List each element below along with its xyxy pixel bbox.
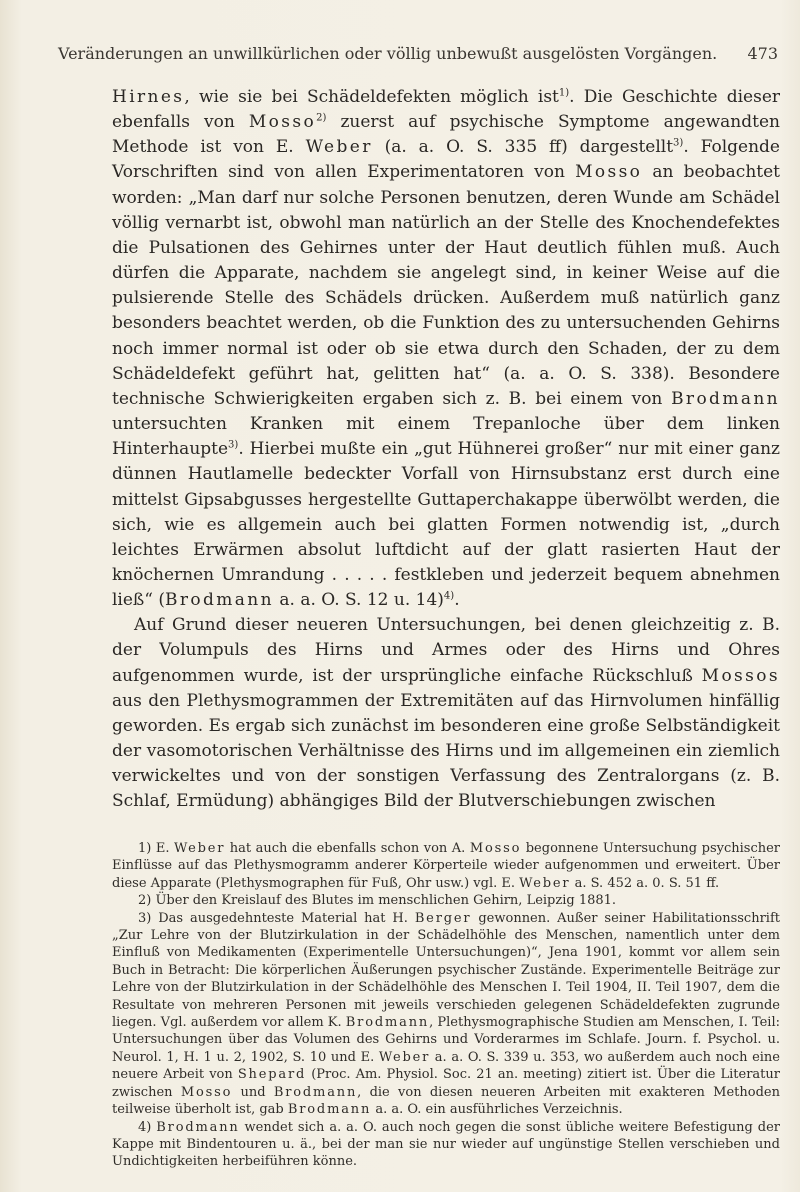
spaced-name: Mosso [248, 112, 317, 133]
text-run: (Proc. Am. Physiol. Soc. 21 an. meeting) zitiert ist. Über die Literatur zwischen [112, 1067, 780, 1100]
text-run: , wie sie bei Schädeldefekten möglich ist [184, 87, 559, 107]
spaced-name: Weber [519, 875, 571, 891]
spaced-name: Berger [414, 910, 472, 926]
text-run: hat auch die ebenfalls schon von A. [225, 841, 470, 856]
spaced-name: Weber [173, 841, 226, 856]
spaced-name: Brodmann [671, 388, 780, 409]
running-title: Veränderungen an unwillkürlichen oder völlig unbewußt ausgelösten Vorgängen. [58, 44, 718, 63]
footnote-marker: 2) [316, 112, 327, 124]
footnote-marker: 3) [673, 137, 684, 149]
paragraph-2 [112, 613, 780, 814]
spaced-name: Brodmann [165, 590, 274, 611]
text-run: (a. a. O. S. 335 ff) dargestellt [372, 137, 674, 158]
paragraph-1 [112, 85, 780, 613]
spaced-name: Weber [305, 137, 373, 158]
footnote-1 [112, 840, 780, 892]
footnote-2 [112, 892, 780, 909]
footnote-marker: 3) [228, 439, 239, 451]
main-text [112, 85, 780, 815]
text-run: . Hierbei mußte ein „gut Hühnerei großer“ nur mit einer ganz dünnen Hautlamelle bedeckter Vorfall von Hirnsubstanz erst durch eine mittelst Gipsabgusses hergestellte Guttaperchakappe überwölbt werden, die sich, wie es allgemein auch bei glatten Formen notwendig ist, „durch leichtes Erwärmen absolut luftdicht auf der glatt rasierten Haut der knöchernen Umrandung . . . . . festkleben und jederzeit bequem abnehmen ließ“ ( [112, 439, 780, 611]
footnote-marker: 1) [558, 87, 570, 99]
text-run: und [232, 1084, 274, 1100]
text-run: gewonnen. Außer seiner Habilitationsschrift „Zur Lehre von der Blutzirkulation in der Schädelhöhle des Menschen, namentlich unter dem Einfluß von Medikamenten (Experimentelle Untersuchungen)“, Jena 1901, kommt vor allem sein Buch in Betracht: Die körperlichen Äußerungen psychischer Zustände. Experimentelle Beiträge zur Lehre von der Blutzirkulation in der Schädelhöhle des Menschen I. Teil 1904, II. Teil 1907, dem die Resultate von mehreren Personen mit jeweils verschieden gelegenen Schädeldefekten zugrunde liegen. Vgl. außerdem vor allem K. [112, 910, 780, 1031]
text-run: , Plethysmographische Studien am Menschen, I. Teil: Untersuchungen über das Volumen des Gehirns und Vorderarmes im Schlafe. Journ. f. Psychol. u. Neurol. 1, H. 1 u. 2, 1902, S. 10 und E. [112, 1015, 780, 1065]
spaced-name: Brodmann [287, 1102, 372, 1118]
text-run: an beobachtet worden: „Man darf nur solche Personen benutzen, deren Wunde am Schädel völlig vernarbt ist, obwohl man natürlich an der Stelle des Knochendefektes die Pulsationen des Gehirnes unter der Haut deutlich fühlen muß. Auch dürfen die Apparate, nachdem sie angelegt sind, in keiner Weise auf die pulsierende Stelle des Schädels drücken. Außerdem muß natürlich ganz besonders beachtet werden, ob die Funktion des zu untersuchenden Gehirns noch immer normal ist oder ob sie etwa durch den Schaden, der zu dem Schädeldefekt geführt hat, gelitten hat“ (a. a. O. S. 338). Besondere technische Schwierigkeiten ergaben sich z. B. bei einem von [112, 162, 781, 409]
text-run: a. S. 452 a. 0. S. 51 ff. [570, 875, 720, 891]
text-run: a. a. O. ein ausführliches Verzeichnis. [371, 1102, 623, 1118]
page-header [58, 44, 778, 63]
text-run: 3) Das ausgedehnteste Material hat H. [138, 910, 415, 926]
spaced-name: Brodmann [156, 1119, 240, 1135]
text-run: 4) [138, 1119, 157, 1135]
footnote-3 [112, 910, 780, 1119]
spaced-name: Brodmann [345, 1015, 430, 1031]
text-run: a. a. O. S. 12 u. 14) [273, 590, 444, 611]
text-run: . [454, 590, 460, 611]
text-run: . Folgende Vorschriften sind von allen Experimentatoren von [112, 137, 780, 183]
text-run: wendet sich a. a. O. auch noch gegen die sonst übliche weitere Befestigung der Kappe mit Bindentouren u. ä., bei der man sie nur wieder auf ungünstige Stellen verschieben und Undichtigkeiten herbeiführen könne. [112, 1119, 780, 1170]
page-number: 473 [747, 44, 778, 63]
spaced-name: Mosso [575, 162, 643, 183]
text-run: . Die Geschichte dieser ebenfalls von [112, 87, 781, 133]
spaced-name: Mosso [180, 1084, 233, 1100]
text-run: begonnene Untersuchung psychischer Einflüsse auf das Plethysmogramm anderer Körperteile wieder aufgenommen und erweitert. Über diese Apparate (Plethysmographen für Fuß, Ohr usw.) vgl. E. [112, 841, 781, 891]
text-run: 1) E. [138, 841, 174, 856]
spaced-name: Shepard [237, 1067, 307, 1083]
spaced-name: Mosso [469, 841, 522, 856]
text-run: , die von diesen neueren Arbeiten mit exakteren Methoden teilweise überholt ist, gab [112, 1084, 780, 1118]
text-run: zuerst auf psychische Symptome angewandten Methode ist von E. [112, 112, 780, 158]
spaced-name: Mossos [701, 665, 780, 686]
text-run: untersuchten Kranken mit einem Trepanloche über dem linken Hinterhaupte [112, 414, 780, 460]
footnote-marker: 4) [443, 590, 455, 602]
text-run: Auf Grund dieser neueren Untersuchungen, bei denen gleichzeitig z. B. der Volumpuls des Hirns und Armes oder des Hirns und Ohres aufgenommen wurde, ist der ursprüngliche einfache Rückschluß [112, 615, 780, 686]
spaced-name: Weber [378, 1049, 431, 1065]
spaced-name: Hirnes [112, 87, 185, 107]
footnote-4 [112, 1119, 780, 1171]
footnotes [112, 840, 780, 1171]
text-run: 2) Über den Kreislauf des Blutes im menschlichen Gehirn, Leipzig 1881. [138, 893, 617, 909]
text-run: a. a. O. S. 339 u. 353, wo außerdem auch noch eine neuere Arbeit von [112, 1049, 780, 1083]
text-run: aus den Plethysmogrammen der Extremitäten auf das Hirnvolumen hinfällig geworden. Es ergab sich zunächst im besonderen eine große Selbständigkeit der vasomotorischen Verhältnisse des Hirns und im allgemeinen ein ziemlich verwickeltes und von der sonstigen Verfassung des Zentralorgans (z. B. Schlaf, Ermüdung) abhängiges Bild der Blutverschiebungen zwischen [112, 690, 780, 812]
spaced-name: Brodmann [273, 1084, 358, 1100]
